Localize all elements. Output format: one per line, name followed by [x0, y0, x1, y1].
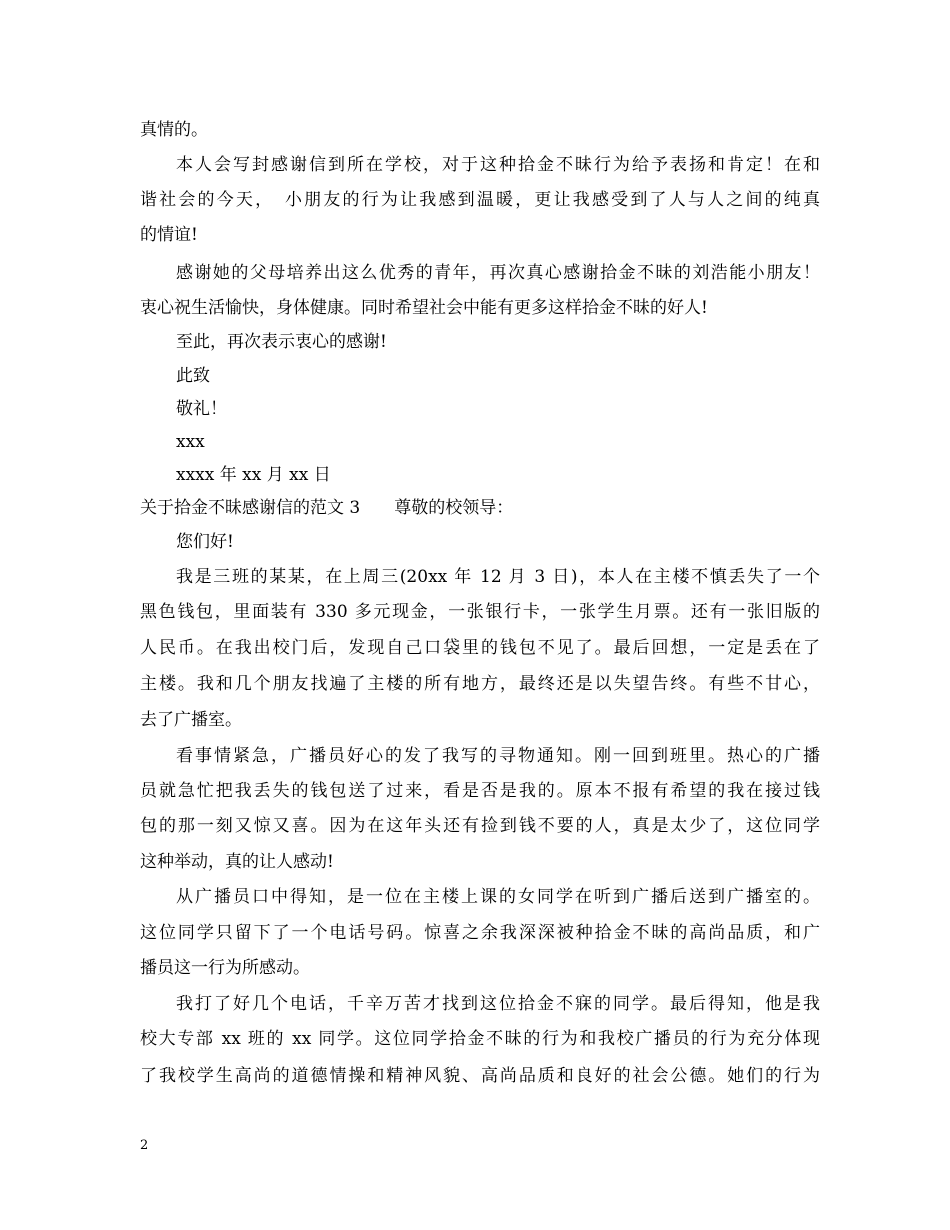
- text-line: 感谢她的父母培养出这么优秀的青年，再次真心感谢拾金不昧的刘浩能小朋友！: [176, 263, 820, 283]
- text-line: xxx: [176, 432, 205, 452]
- text-line: 我是三班的某某，在上周三(20xx 年 12 月 3 日)，本人在主楼不慎丢失了一个: [176, 567, 820, 587]
- text-line: 至此，再次表示衷心的感谢!: [176, 332, 387, 352]
- page-number: 2: [140, 1138, 149, 1153]
- text-line: 校大专部 xx 班的 xx 同学。这位同学拾金不昧的行为和我校广播员的行为充分体现: [140, 1029, 820, 1049]
- text-line: 员就急忙把我丢失的钱包送了过来，看是否是我的。原本不报有希望的我在接过钱: [140, 781, 820, 801]
- section-heading-line: 关于拾金不昧感谢信的范文 3 尊敬的校领导：: [140, 498, 514, 518]
- text-line: 主楼。我和几个朋友找遍了主楼的所有地方，最终还是以失望告终。有些不甘心，: [140, 674, 820, 694]
- text-line: 看事情紧急，广播员好心的发了我写的寻物通知。刚一回到班里。热心的广播: [176, 746, 820, 766]
- text-line: 敬礼！: [176, 399, 227, 419]
- text-line: 去了广播室。: [140, 710, 242, 730]
- text-line: 播员这一行为所感动。: [140, 958, 310, 978]
- text-line: 这种举动，真的让人感动!: [140, 852, 334, 872]
- text-line: 真情的。: [140, 120, 208, 140]
- text-line: 的情谊!: [140, 225, 198, 245]
- text-line: 衷心祝生活愉快，身体健康。同时希望社会中能有更多这样拾金不昧的好人!: [140, 298, 708, 318]
- text-line: 此致: [176, 366, 210, 386]
- text-line: 我打了好几个电话，千辛万苦才找到这位拾金不寐的同学。最后得知，他是我: [176, 994, 820, 1014]
- text-line: 本人会写封感谢信到所在学校，对于这种拾金不昧行为给予表扬和肯定！在和: [176, 155, 820, 175]
- text-line: 黑色钱包，里面装有 330 多元现金，一张银行卡，一张学生月票。还有一张旧版的: [140, 602, 820, 622]
- text-line: 从广播员口中得知，是一位在主楼上课的女同学在听到广播后送到广播室的。: [176, 887, 820, 907]
- text-line: 了我校学生高尚的道德情操和精神风貌、高尚品质和良好的社会公德。她们的行为: [140, 1066, 820, 1086]
- text-line: 包的那一刻又惊又喜。因为在这年头还有捡到钱不要的人，真是太少了，这位同学: [140, 816, 820, 836]
- text-line: 人民币。在我出校门后，发现自己口袋里的钱包不见了。最后回想，一定是丢在了: [140, 638, 820, 658]
- text-line: 您们好!: [176, 532, 234, 552]
- text-line: xxxx 年 xx 月 xx 日: [176, 465, 331, 485]
- text-line: 这位同学只留下了一个电话号码。惊喜之余我深深被种拾金不昧的高尚品质，和广: [140, 923, 820, 943]
- text-line: 谐社会的今天， 小朋友的行为让我感到温暖，更让我感受到了人与人之间的纯真: [140, 190, 820, 210]
